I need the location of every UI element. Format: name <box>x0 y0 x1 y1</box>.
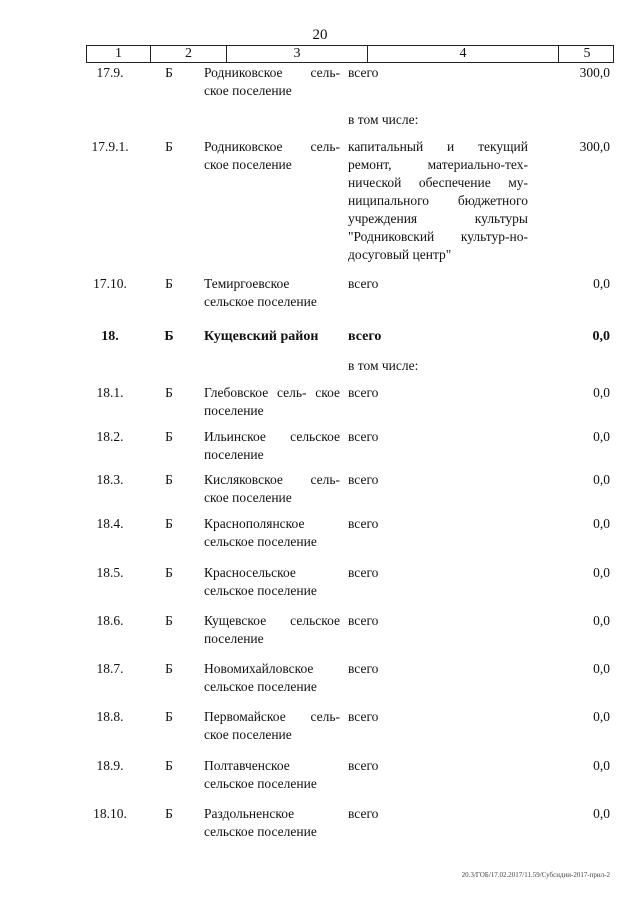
row-type: Б <box>165 516 173 531</box>
row-recipient: Красносельское сельское поселение <box>204 565 317 598</box>
column-header-3: 3 <box>226 46 367 62</box>
row-number: 18.3. <box>96 472 124 487</box>
page-number: 20 <box>312 27 328 43</box>
row-number: 18.10. <box>93 806 127 821</box>
row-type: Б <box>165 385 173 400</box>
column-header-1: 1 <box>115 46 122 61</box>
row-amount: 0,0 <box>593 613 610 628</box>
row-type: Б <box>165 65 173 80</box>
row-number: 18.6. <box>96 613 124 628</box>
row-recipient: Глебовское сель- ское поселение <box>204 385 340 418</box>
row-description: всего <box>348 709 379 724</box>
column-header-5: 5 <box>558 46 615 62</box>
row-description: всего <box>348 565 379 580</box>
row-description: капитальный и текущий ремонт, материально-тех-нической обеспечение му-ниципального бюджетного учреждения культуры "Родниковский культур-но-досуговый центр" <box>348 139 528 262</box>
row-number: 18.5. <box>96 565 124 580</box>
row-amount: 0,0 <box>593 709 610 724</box>
row-amount: 300,0 <box>579 65 610 80</box>
row-description: всего <box>348 276 379 291</box>
row-description: всего <box>348 806 379 821</box>
column-header-4: 4 <box>367 46 558 62</box>
row-amount: 0,0 <box>593 516 610 531</box>
row-type: Б <box>165 472 173 487</box>
row-type: Б <box>165 758 173 773</box>
column-header-2: 2 <box>150 46 226 62</box>
row-description: всего <box>348 329 382 344</box>
row-type: Б <box>165 806 173 821</box>
row-number: 18.9. <box>96 758 124 773</box>
row-type: Б <box>165 613 173 628</box>
document-footer-code: 20.3/ГОБ/17.02.2017/11.59/Субсидии-2017-прил-2 <box>461 871 610 879</box>
row-amount: 0,0 <box>593 472 610 487</box>
row-type: Б <box>165 276 173 291</box>
row-type: Б <box>165 709 173 724</box>
row-amount: 300,0 <box>579 139 610 154</box>
row-recipient: Полтавченское сельское поселение <box>204 758 317 791</box>
row-type: Б <box>165 661 173 676</box>
row-recipient: Родниковское сель- ское поселение <box>204 65 340 98</box>
row-amount: 0,0 <box>592 329 610 344</box>
row-recipient: Раздольненское сельское поселение <box>204 806 317 839</box>
column-header-row <box>86 45 614 63</box>
row-amount: 0,0 <box>593 806 610 821</box>
row-number: 18.8. <box>96 709 124 724</box>
row-recipient: Родниковское сель- ское поселение <box>204 139 340 172</box>
row-recipient: Кисляковское сель- ское поселение <box>204 472 340 505</box>
row-number: 17.9. <box>96 65 124 80</box>
row-type: Б <box>165 139 173 154</box>
row-amount: 0,0 <box>593 661 610 676</box>
row-description: всего <box>348 613 379 628</box>
row-description: всего <box>348 429 379 444</box>
row-type: Б <box>165 429 173 444</box>
row-amount: 0,0 <box>593 758 610 773</box>
row-amount: 0,0 <box>593 276 610 291</box>
row-description: всего <box>348 385 379 400</box>
row-number: 18. <box>101 329 119 344</box>
row-description: всего <box>348 758 379 773</box>
row-number: 18.4. <box>96 516 124 531</box>
row-amount: 0,0 <box>593 565 610 580</box>
row-type: Б <box>164 329 174 344</box>
row-type: Б <box>165 565 173 580</box>
row-recipient: Кущевское сельское поселение <box>204 613 340 646</box>
row-recipient: Краснополянское сельское поселение <box>204 516 317 549</box>
row-description: в том числе: <box>348 358 419 373</box>
row-number: 18.7. <box>96 661 124 676</box>
row-description: всего <box>348 661 379 676</box>
row-recipient: Ильинское сельское поселение <box>204 429 340 462</box>
row-recipient: Кущевский район <box>204 329 319 344</box>
row-amount: 0,0 <box>593 429 610 444</box>
row-amount: 0,0 <box>593 385 610 400</box>
row-number: 18.1. <box>96 385 124 400</box>
row-description: в том числе: <box>348 112 419 127</box>
row-number: 17.9.1. <box>91 139 129 154</box>
row-recipient: Новомихайловское сельское поселение <box>204 661 317 694</box>
row-recipient: Темиргоевское сельское поселение <box>204 276 317 309</box>
row-recipient: Первомайское сель- ское поселение <box>204 709 340 742</box>
row-number: 18.2. <box>96 429 124 444</box>
row-description: всего <box>348 65 379 80</box>
row-description: всего <box>348 472 379 487</box>
row-number: 17.10. <box>93 276 127 291</box>
row-description: всего <box>348 516 379 531</box>
